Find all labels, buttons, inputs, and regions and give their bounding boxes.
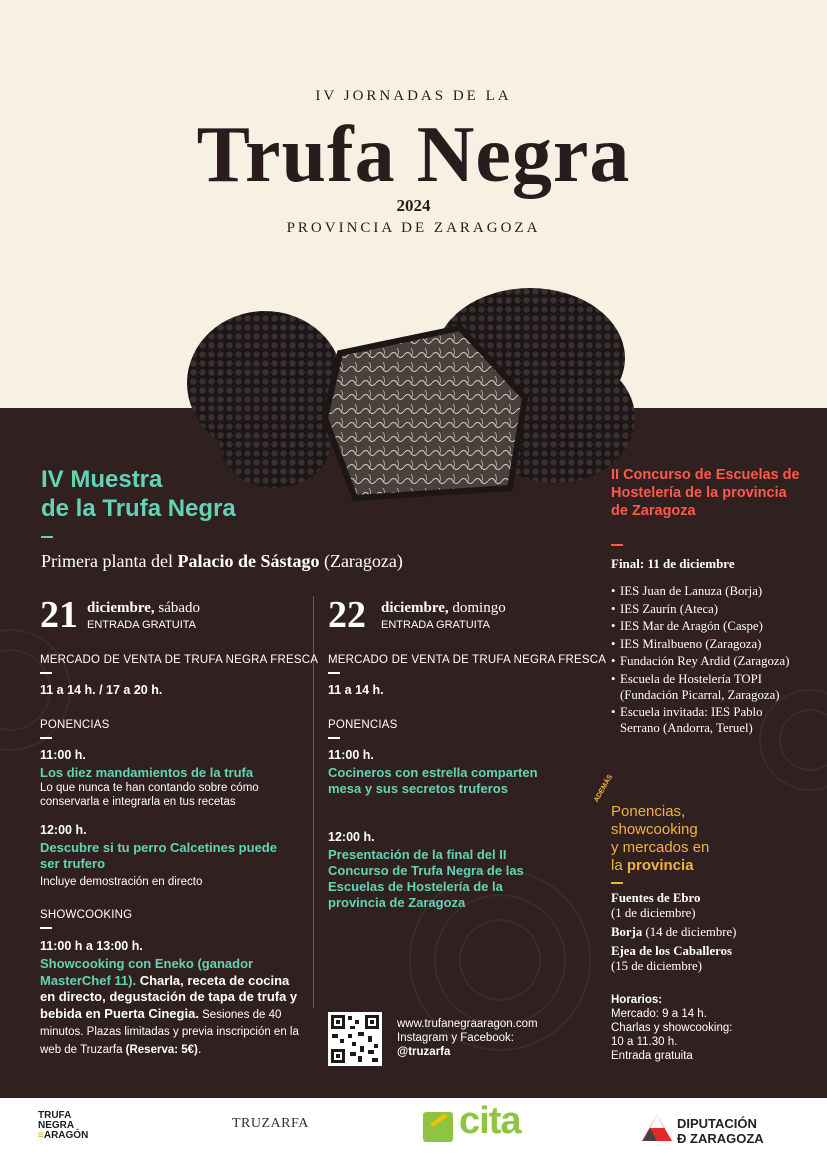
day2-date: diciembre, domingo [381,600,506,616]
list-item: • Fundación Rey Ardid (Zaragoza) [611,654,790,669]
day1-show-text: Showcooking con Eneko (ganador MasterChef 11). Charla, receta de cocina en directo, degustación de tapa de trufa y bebida en Puerta Cinegia. Sesiones de 40 minutos. Plazas limitadas y previa inscripción en la web de Truzarfa (Reserva: 5€). [40,956,299,1056]
social-handle[interactable]: @truzarfa [397,1046,451,1058]
day1-market-label: MERCADO DE VENTA DE TRUFA NEGRA FRESCA [40,654,319,666]
day2-market-label: MERCADO DE VENTA DE TRUFA NEGRA FRESCA [328,654,607,666]
day2-talk1-time: 11:00 h. [328,748,374,762]
muestra-location: Primera planta del Palacio de Sástago (Zaragoza) [41,551,403,571]
day1-talk2-desc: Incluye demostración en directo [40,876,203,888]
trufa-negra-aragon-logo[interactable]: TRUFA NEGRA ≡ARAGÓN [38,1110,89,1141]
province-label: PROVINCIA DE ZARAGOZA [286,220,541,236]
truffle-image [180,278,650,508]
year-label: 2024 [396,196,431,215]
list-item: • Escuela de Hostelería TOPI (Fundación Picarral, Zaragoza) [611,671,780,702]
town-date: (1 de diciembre) [611,906,696,920]
day2-market-hours: 11 a 14 h. [328,683,384,697]
day2-talk1-title: Cocineros con estrella comparten mesa y sus secretos truferos [328,765,538,796]
hours-block: Horarios: Mercado: 9 a 14 h. Charlas y showcooking: 10 a 11.30 h. Entrada gratuita [611,994,733,1062]
town-item: Ejea de los Caballeros [611,944,732,958]
social-label: Instagram y Facebook: [397,1032,514,1044]
muestra-title-2: de la Trufa Negra [41,495,236,522]
day1-show-label: SHOWCOOKING [40,909,133,921]
main-title: Trufa Negra [196,111,631,199]
list-item: • IES Mar de Aragón (Caspe) [611,619,763,634]
day2-talk2-time: 12:00 h. [328,830,375,844]
towns-list [611,891,736,974]
muestra-title-1: IV Muestra [41,466,163,493]
day1-talk1-time: 11:00 h. [40,748,86,762]
qr-code-icon[interactable] [328,1012,382,1066]
concurso-final: Final: 11 de diciembre [611,556,735,571]
day1-entry: ENTRADA GRATUITA [87,619,196,631]
schools-list [611,584,811,736]
day1-talk2-title: Descubre si tu perro Calcetines puede ser trufero [40,840,277,871]
day1-date: diciembre, sábado [87,600,201,616]
concurso-title: II Concurso de Escuelas de Hostelería de la provincia de Zaragoza [611,467,800,519]
truzarfa-logo[interactable]: TRUZARFA [232,1116,309,1131]
cita-logo-icon [423,1112,453,1142]
day1-talk1-desc: Lo que nunca te han contando sobre cómo conservarla e integrarla en tus recetas [40,782,259,808]
day2-entry: ENTRADA GRATUITA [381,619,490,631]
day2-talks-label: PONENCIAS [328,719,398,731]
list-item: • IES Juan de Lanuza (Borja) [611,584,763,598]
day2-talk2-title: Presentación de la final del II Concurso de Trufa Negra de las Escuelas de Hostelería de la provincia de Zaragoza [328,847,524,910]
diputacion-logo[interactable]: DIPUTACIÓN Ð ZARAGOZA [677,1116,764,1146]
town-item: Borja (14 de diciembre) [611,925,737,939]
day1-talk1-title: Los diez mandamientos de la trufa [40,765,254,780]
day1-talks-label: PONENCIAS [40,719,110,731]
day1-talk2-time: 12:00 h. [40,823,87,837]
cita-logo[interactable]: cita [459,1100,521,1142]
town-date: (15 de diciembre) [611,959,702,973]
ademas-label: ADEMÁS [593,773,615,804]
day1-number: 21 [40,594,78,636]
provincia-heading: Ponencias, showcooking y mercados en la provincia [611,803,710,874]
town-item: Fuentes de Ebro [611,891,701,905]
day1-market-hours: 11 a 14 h. / 17 a 20 h. [40,683,163,697]
diputacion-triangle-icon [640,1113,674,1147]
list-item: • IES Miralbueno (Zaragoza) [611,636,762,651]
edition-label: IV JORNADAS DE LA [315,88,512,104]
day2-number: 22 [328,594,366,636]
website-link[interactable]: www.trufanegraaragon.com [397,1018,538,1030]
day1-show-time: 11:00 h a 13:00 h. [40,939,143,953]
list-item: • Escuela invitada: IES Pablo Serrano (Andorra, Teruel) [611,705,763,735]
list-item: • IES Zaurín (Ateca) [611,601,719,616]
